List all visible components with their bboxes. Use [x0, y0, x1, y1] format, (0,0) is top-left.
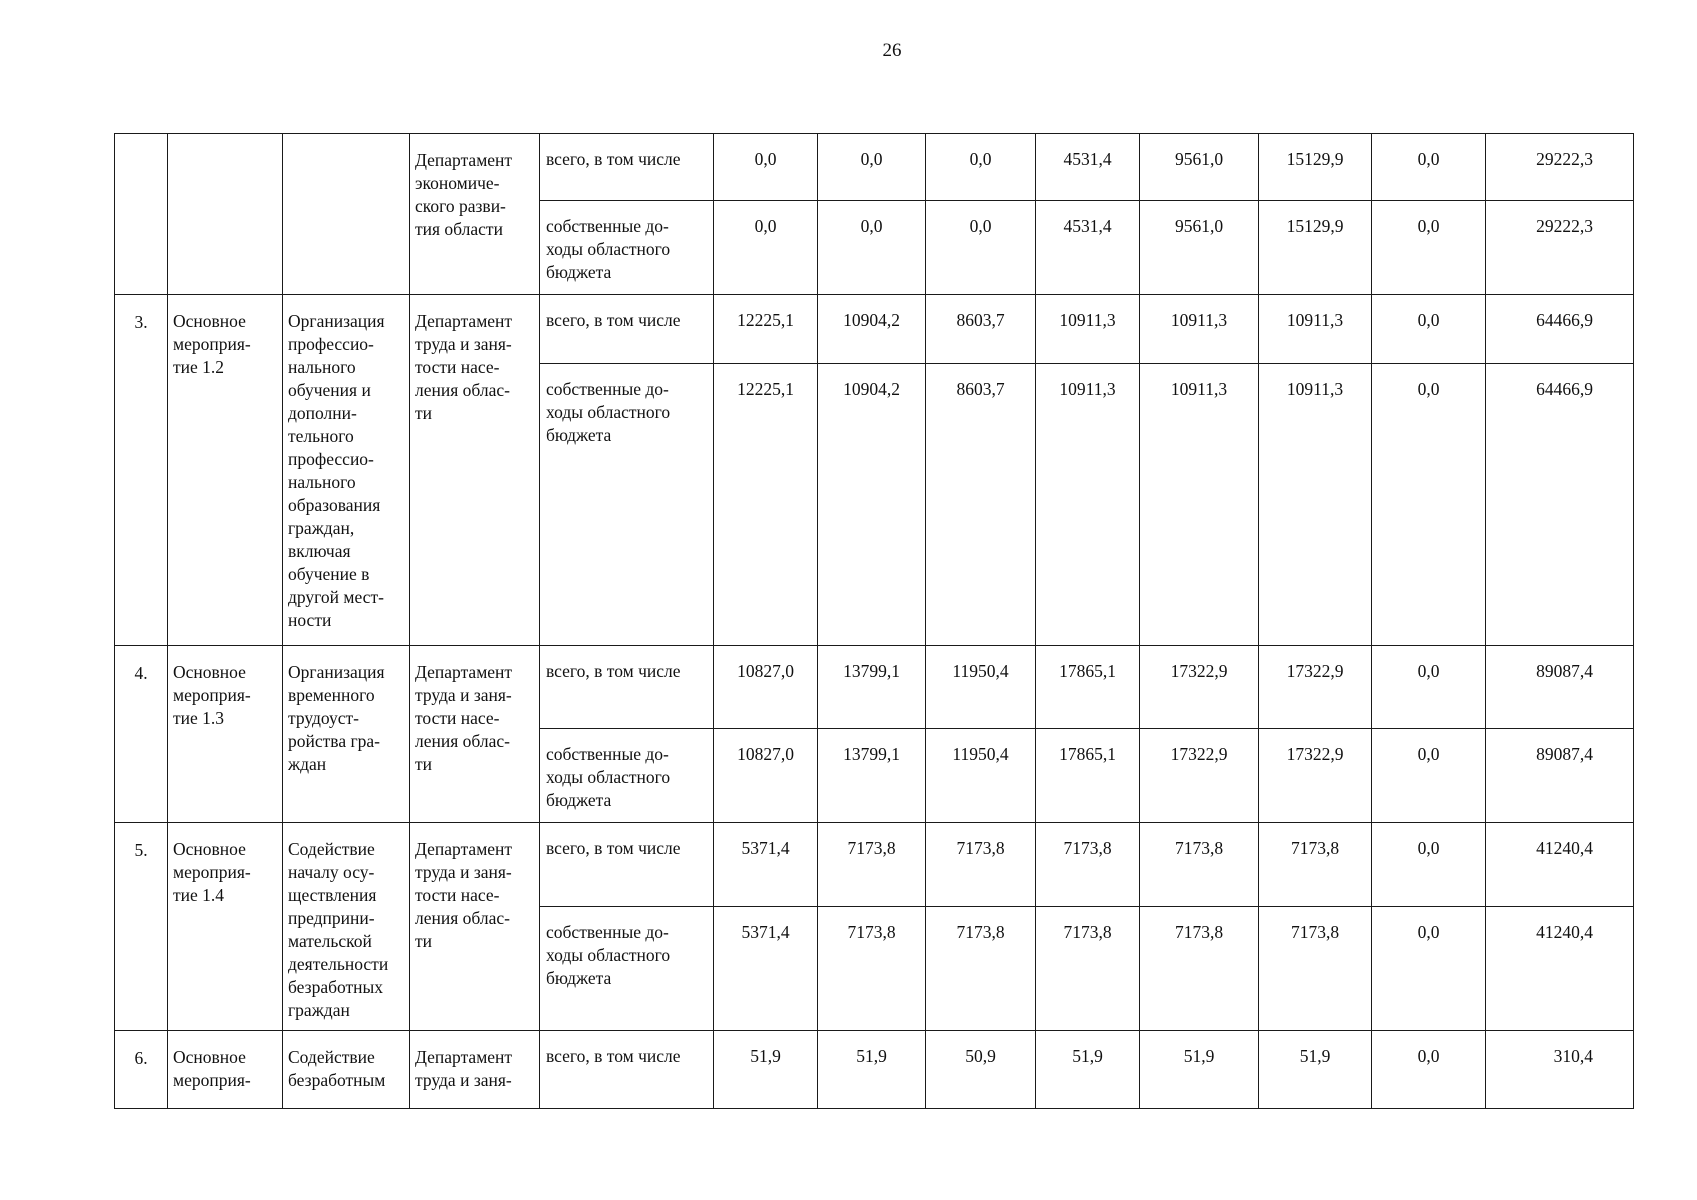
measure-type: Основное мероприя- тие 1.4 [168, 823, 283, 1031]
measure-name [283, 134, 410, 295]
funding-source: всего, в том числе [540, 1031, 714, 1109]
funding-source: собственные до- ходы областного бюджета [540, 364, 714, 646]
table-row [115, 646, 1634, 729]
table-row [115, 134, 1634, 201]
year-value: 7173,8 [1259, 907, 1372, 1031]
year-value: 0,0 [1372, 201, 1486, 295]
executor: Департамент труда и заня- тости насе- ления облас- ти [410, 646, 540, 823]
measure-type: Основное мероприя- тие 1.3 [168, 646, 283, 823]
year-value: 0,0 [714, 201, 818, 295]
year-value: 4531,4 [1036, 134, 1140, 201]
year-value: 17322,9 [1140, 646, 1259, 729]
year-value: 0,0 [1372, 907, 1486, 1031]
year-value: 17865,1 [1036, 646, 1140, 729]
total-value: 29222,3 [1486, 134, 1634, 201]
page-number: 26 [882, 40, 902, 61]
year-value: 10911,3 [1140, 295, 1259, 364]
year-value: 51,9 [818, 1031, 926, 1109]
year-value: 4531,4 [1036, 201, 1140, 295]
year-value: 10904,2 [818, 295, 926, 364]
year-value: 13799,1 [818, 646, 926, 729]
year-value: 7173,8 [1140, 823, 1259, 907]
year-value: 0,0 [1372, 295, 1486, 364]
measure-name: Содействие началу осу- ществления предприни- мательской деятельности безработных граждан [283, 823, 410, 1031]
executor: Департамент труда и заня- [410, 1031, 540, 1109]
row-number [115, 134, 168, 295]
year-value: 51,9 [714, 1031, 818, 1109]
year-value: 7173,8 [818, 823, 926, 907]
year-value: 0,0 [1372, 134, 1486, 201]
row-number: 6. [115, 1031, 168, 1109]
total-value: 41240,4 [1486, 907, 1634, 1031]
year-value: 0,0 [1372, 729, 1486, 823]
budget-table [114, 133, 1634, 1109]
year-value: 0,0 [1372, 646, 1486, 729]
total-value: 41240,4 [1486, 823, 1634, 907]
measure-type: Основное мероприя- [168, 1031, 283, 1109]
year-value: 0,0 [818, 134, 926, 201]
executor: Департамент труда и заня- тости насе- ления облас- ти [410, 823, 540, 1031]
year-value: 10827,0 [714, 729, 818, 823]
executor: Департамент труда и заня- тости насе- ления облас- ти [410, 295, 540, 646]
year-value: 0,0 [1372, 1031, 1486, 1109]
year-value: 10911,3 [1140, 364, 1259, 646]
funding-source: всего, в том числе [540, 295, 714, 364]
year-value: 10911,3 [1036, 364, 1140, 646]
total-value: 310,4 [1486, 1031, 1634, 1109]
total-value: 29222,3 [1486, 201, 1634, 295]
executor: Департамент экономиче- ского разви- тия области [410, 134, 540, 295]
measure-name: Содействие безработным [283, 1031, 410, 1109]
year-value: 7173,8 [818, 907, 926, 1031]
year-value: 7173,8 [1259, 823, 1372, 907]
funding-source: собственные до- ходы областного бюджета [540, 729, 714, 823]
year-value: 0,0 [714, 134, 818, 201]
year-value: 17322,9 [1140, 729, 1259, 823]
measure-type [168, 134, 283, 295]
year-value: 10911,3 [1036, 295, 1140, 364]
year-value: 8603,7 [926, 295, 1036, 364]
year-value: 15129,9 [1259, 134, 1372, 201]
year-value: 17865,1 [1036, 729, 1140, 823]
year-value: 7173,8 [1036, 823, 1140, 907]
funding-source: всего, в том числе [540, 646, 714, 729]
year-value: 51,9 [1036, 1031, 1140, 1109]
year-value: 7173,8 [926, 907, 1036, 1031]
year-value: 0,0 [818, 201, 926, 295]
year-value: 0,0 [926, 201, 1036, 295]
year-value: 9561,0 [1140, 201, 1259, 295]
year-value: 51,9 [1140, 1031, 1259, 1109]
row-number: 4. [115, 646, 168, 823]
year-value: 50,9 [926, 1031, 1036, 1109]
year-value: 5371,4 [714, 823, 818, 907]
funding-source: всего, в том числе [540, 134, 714, 201]
year-value: 0,0 [1372, 364, 1486, 646]
year-value: 11950,4 [926, 729, 1036, 823]
funding-source: собственные до- ходы областного бюджета [540, 907, 714, 1031]
funding-source: всего, в том числе [540, 823, 714, 907]
year-value: 0,0 [926, 134, 1036, 201]
total-value: 64466,9 [1486, 364, 1634, 646]
year-value: 0,0 [1372, 823, 1486, 907]
year-value: 7173,8 [1036, 907, 1140, 1031]
table-row [115, 295, 1634, 364]
year-value: 13799,1 [818, 729, 926, 823]
year-value: 12225,1 [714, 295, 818, 364]
year-value: 15129,9 [1259, 201, 1372, 295]
measure-name: Организация профессио- нального обучения и дополни- тельного профессио- нального образования граждан, включая обучение в другой мест- ности [283, 295, 410, 646]
year-value: 8603,7 [926, 364, 1036, 646]
year-value: 10827,0 [714, 646, 818, 729]
year-value: 17322,9 [1259, 729, 1372, 823]
total-value: 64466,9 [1486, 295, 1634, 364]
year-value: 10911,3 [1259, 295, 1372, 364]
funding-source: собственные до- ходы областного бюджета [540, 201, 714, 295]
year-value: 10904,2 [818, 364, 926, 646]
year-value: 10911,3 [1259, 364, 1372, 646]
measure-type: Основное мероприя- тие 1.2 [168, 295, 283, 646]
year-value: 7173,8 [926, 823, 1036, 907]
row-number: 3. [115, 295, 168, 646]
year-value: 17322,9 [1259, 646, 1372, 729]
year-value: 51,9 [1259, 1031, 1372, 1109]
table-row [115, 1031, 1634, 1109]
table-row [115, 823, 1634, 907]
total-value: 89087,4 [1486, 646, 1634, 729]
row-number: 5. [115, 823, 168, 1031]
measure-name: Организация временного трудоуст- ройства гра- ждан [283, 646, 410, 823]
year-value: 9561,0 [1140, 134, 1259, 201]
year-value: 7173,8 [1140, 907, 1259, 1031]
year-value: 11950,4 [926, 646, 1036, 729]
year-value: 5371,4 [714, 907, 818, 1031]
total-value: 89087,4 [1486, 729, 1634, 823]
year-value: 12225,1 [714, 364, 818, 646]
